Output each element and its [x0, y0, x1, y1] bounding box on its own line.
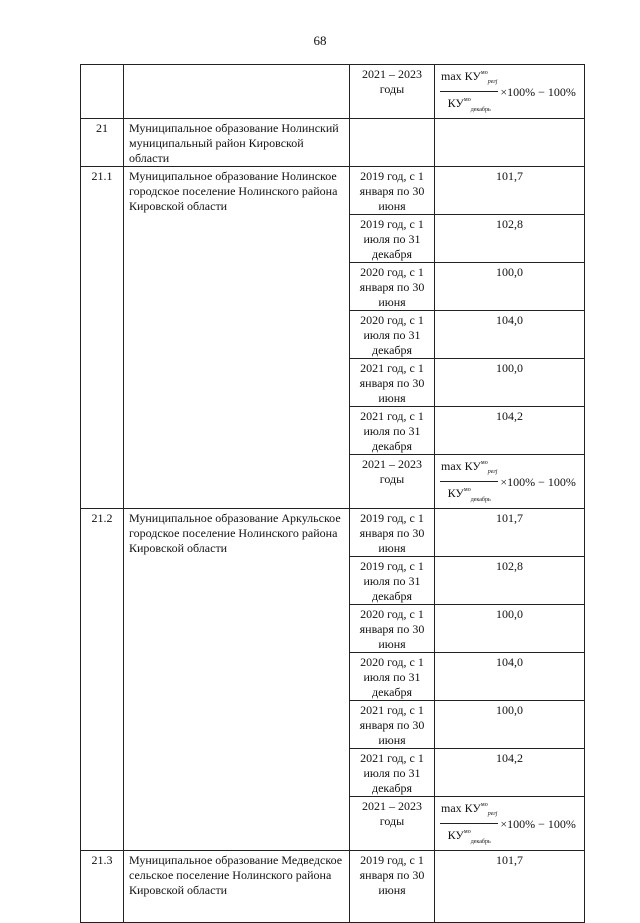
value-cell: 101,7: [435, 167, 585, 215]
num-cell: [81, 65, 124, 119]
period-cell: 2021 год, с 1 июля по 31 декабря: [350, 407, 435, 455]
period-cell: 2021 – 2023 годы: [350, 797, 435, 851]
row-number: 21.3: [81, 851, 124, 923]
tariff-table: [80, 64, 585, 923]
period-cell: 2021 год, с 1 января по 30 июня: [350, 359, 435, 407]
value-cell: 102,8: [435, 557, 585, 605]
municipality-name: Муниципальное образование Нолинский муниципальный район Кировской области: [124, 119, 350, 167]
value-cell: [435, 119, 585, 167]
period-cell: [350, 65, 435, 119]
period-cell: 2020 год, с 1 января по 30 июня: [350, 263, 435, 311]
value-cell: 104,0: [435, 653, 585, 701]
formula-cell: [435, 455, 585, 509]
value-cell: 101,7: [435, 509, 585, 557]
table-row: [81, 167, 585, 215]
value-cell: 104,0: [435, 311, 585, 359]
row-number: 21.1: [81, 167, 124, 509]
municipality-name: Муниципальное образование Аркульское городское поселение Нолинского района Кировской области: [124, 509, 350, 851]
value-cell: 100,0: [435, 701, 585, 749]
row-number: 21.2: [81, 509, 124, 851]
period-cell: 2021 – 2023 годы: [350, 455, 435, 509]
period-cell: 2019 год, с 1 января по 30 июня: [350, 167, 435, 215]
period-cell: 2021 год, с 1 июля по 31 декабря: [350, 749, 435, 797]
municipality-name: Муниципальное образование Нолинское городское поселение Нолинского района Кировской области: [124, 167, 350, 509]
period-cell: 2020 год, с 1 июля по 31 декабря: [350, 311, 435, 359]
period-cell: 2019 год, с 1 января по 30 июня: [350, 509, 435, 557]
value-cell: 100,0: [435, 263, 585, 311]
page-number: 68: [313, 33, 327, 48]
period-cell: 2020 год, с 1 января по 30 июня: [350, 605, 435, 653]
table-row: [81, 851, 585, 923]
name-cell: [124, 65, 350, 119]
municipality-name: Муниципальное образование Медведское сельское поселение Нолинского района Кировской области: [124, 851, 350, 923]
period-cell: 2019 год, с 1 января по 30 июня: [350, 851, 435, 923]
formula: $\frac{\max КУ^{мо}_{peгj}}{КУ^{мо}_{декабрь}}$ ×100% − 100%: [435, 797, 584, 850]
period-cell: 2020 год, с 1 июля по 31 декабря: [350, 653, 435, 701]
period-cell: 2019 год, с 1 июля по 31 декабря: [350, 557, 435, 605]
table-row: [81, 509, 585, 557]
formula: $\frac{\max КУ^{мо}_{peгj}}{КУ^{мо}_{декабрь}}$ ×100% − 100%: [435, 65, 584, 118]
value-cell: 100,0: [435, 359, 585, 407]
table-row: [81, 119, 585, 167]
value-cell: 104,2: [435, 407, 585, 455]
table-row: [81, 65, 585, 119]
formula: $\frac{\max КУ^{мо}_{peгj}}{КУ^{мо}_{декабрь}}$ ×100% − 100%: [435, 455, 584, 508]
value-cell: 102,8: [435, 215, 585, 263]
row-number: 21: [81, 119, 124, 167]
value-cell: 100,0: [435, 605, 585, 653]
period-cell: 2019 год, с 1 июля по 31 декабря: [350, 215, 435, 263]
period-cell: 2021 год, с 1 января по 30 июня: [350, 701, 435, 749]
value-cell: 101,7: [435, 851, 585, 923]
formula-cell: [435, 797, 585, 851]
formula-cell: [435, 65, 585, 119]
value-cell: 104,2: [435, 749, 585, 797]
period-cell: [350, 119, 435, 167]
period-text: 2021 – 2023 годы: [362, 67, 422, 96]
